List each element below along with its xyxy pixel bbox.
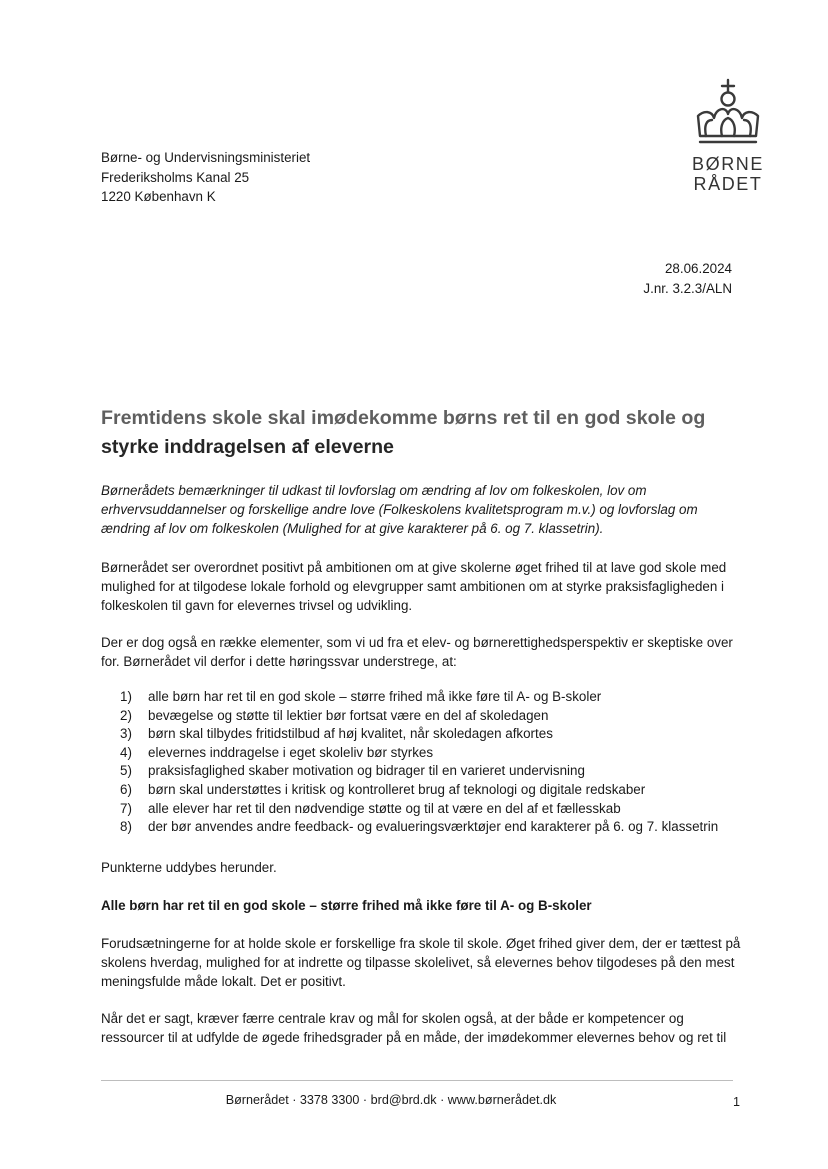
list-text: elevernes inddragelse i eget skoleliv bør styrkes (148, 744, 434, 760)
section-heading: Alle børn har ret til en god skole – større frihed må ikke føre til A- og B-skoler (101, 898, 592, 913)
journal-number: J.nr. 3.2.3/ALN (643, 280, 732, 296)
recommendations-list (120, 688, 760, 837)
list-number: 7) (120, 800, 132, 816)
address-line: Frederiksholms Kanal 25 (101, 169, 250, 185)
list-item (120, 744, 760, 763)
logo-wordmark (688, 154, 768, 194)
title-line-2: styrke inddragelsen af eleverne (101, 436, 394, 458)
list-item (120, 818, 760, 837)
paragraph-concerns: Der er dog også en række elementer, som vi ud fra et elev- og børnerettighedsperspektiv er skeptiske over for. Børnerådet vil derfor i dette høringssvar understrege, at: (101, 635, 733, 669)
document-meta (643, 259, 732, 298)
list-text: børn skal tilbydes fritidstilbud af høj kvalitet, når skoledagen afkortes (148, 726, 553, 742)
recipient-address (101, 148, 310, 207)
paragraph-local-freedom: Forudsætningerne for at holde skole er forskellige fra skole til skole. Øget frihed giver dem, der er tættest på skolens hverdag, mulighed for at indrette og tilpasse skolelivet, så elevernes behov tilgodeses på den mest meningsfulde måde lokalt. Det er positivt. (101, 936, 741, 989)
list-number: 5) (120, 763, 132, 779)
list-number: 3) (120, 726, 132, 742)
list-number: 8) (120, 819, 132, 835)
logo-line-2: RÅDET (693, 174, 763, 194)
list-number: 1) (120, 689, 132, 704)
list-text: alle elever har ret til den nødvendige støtte og til at være en del af et fællesskab (148, 800, 621, 816)
intro-paragraph: Børnerådets bemærkninger til udkast til lovforslag om ændring af lov om folkeskolen, lov om erhvervsuddannelser og forskellige andre love (Folkeskolens kvalitetsprogram m.v.) og lovforslag om ændring af lov om folkeskolen (Mulighed for at give karakterer på 6. og 7. klassetrin). (101, 483, 698, 536)
paragraph-elaboration-note: Punkterne uddybes herunder. (101, 860, 277, 875)
list-item (120, 781, 760, 800)
list-item (120, 688, 760, 707)
list-text: bevægelse og støtte til lektier bør fortsat være en del af skoledagen (148, 707, 549, 723)
title-line-1: Fremtidens skole skal imødekomme børns ret til en god skole og (101, 407, 706, 429)
list-item (120, 725, 760, 744)
footer-contact: Børnerådet · 3378 3300 · brd@brd.dk · www.børnerådet.dk (225, 1093, 557, 1107)
logo-line-1: BØRNE (691, 154, 764, 174)
list-text: der bør anvendes andre feedback- og evalueringsværktøjer end karakterer på 6. og 7. klassetrin (148, 819, 719, 835)
list-item (120, 707, 760, 726)
address-line: 1220 København K (101, 189, 216, 204)
list-item (120, 800, 760, 819)
list-number: 2) (120, 707, 132, 723)
list-number: 6) (120, 781, 132, 797)
document-title (101, 404, 741, 462)
borneraadet-logo (688, 78, 768, 198)
paragraph-resources: Når det er sagt, kræver færre centrale krav og mål for skolen også, at der både er kompetencer og ressourcer til at udfylde de øgede frihedsgrader på en måde, der imødekommer elevernes behov og ret til (101, 1011, 727, 1045)
footer-divider (101, 1080, 733, 1081)
address-line: Børne- og Undervisningsministeriet (101, 150, 311, 165)
crown-icon (692, 78, 764, 154)
list-text: praksisfaglighed skaber motivation og bidrager til en varieret undervisning (148, 763, 585, 779)
list-item (120, 762, 760, 781)
paragraph-overview: Børnerådet ser overordnet positivt på ambitionen om at give skolerne øget frihed til at lave god skole med mulighed for at tilgodese lokale forhold og elevgrupper samt ambitionen om at styrke praksisfagligheden i folkeskolen til gavn for elevernes trivsel og udvikling. (101, 560, 727, 613)
list-number: 4) (120, 744, 132, 760)
page-number: 1 (732, 1095, 740, 1109)
list-text: børn skal understøttes i kritisk og kontrolleret brug af teknologi og digitale redskaber (148, 781, 646, 797)
document-date: 28.06.2024 (664, 261, 732, 276)
list-text: alle børn har ret til en god skole – større frihed må ikke føre til A- og B-skoler (148, 689, 602, 704)
